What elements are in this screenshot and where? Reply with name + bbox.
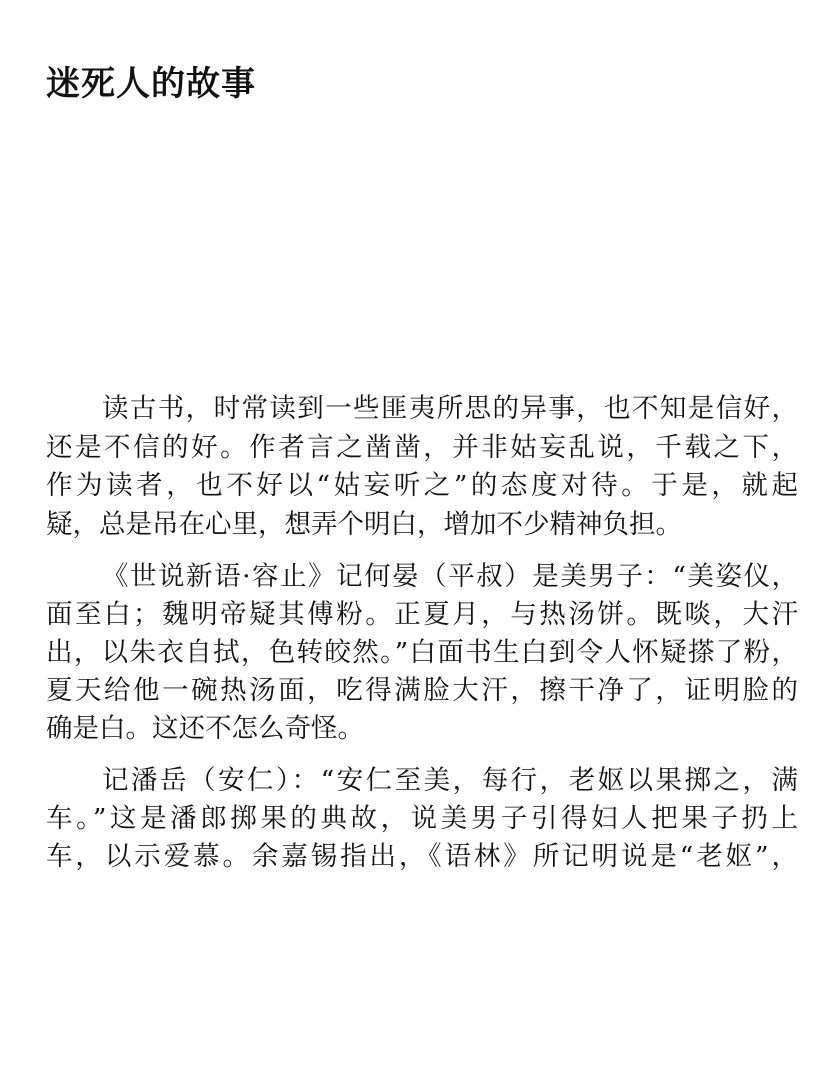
- text-line: 确是白。这还不怎么奇怪。: [46, 713, 364, 744]
- text-line: 读古书，时常读到一些匪夷所思的异事，也不知是信好，: [102, 393, 798, 424]
- text-line: 面至白；魏明帝疑其傅粉。正夏月，与热汤饼。既啖，大汗: [46, 599, 798, 630]
- text-line: 车，以示爱慕。余嘉锡指出，《语林》所记明说是“老妪”，: [46, 841, 798, 872]
- paragraph-2: [46, 558, 798, 748]
- text-line: 疑，总是吊在心里，想弄个明白，增加不少精神负担。: [46, 508, 682, 540]
- text-line: 记潘岳（安仁）：“安仁至美，每行，老妪以果掷之，满: [102, 765, 798, 796]
- text-line: 夏天给他一碗热汤面，吃得满脸大汗，擦干净了，证明脸的: [46, 675, 798, 706]
- text-line: 车。”这是潘郎掷果的典故，说美男子引得妇人把果子扔上: [46, 803, 798, 834]
- paragraph-3: [46, 762, 798, 876]
- text-line: 作为读者，也不好以“姑妄听之”的态度对待。于是，就起: [46, 470, 798, 501]
- text-line: 出，以朱衣自拭，色转皎然。”白面书生白到令人怀疑搽了粉，: [46, 637, 798, 668]
- page-title: 迷死人的故事: [46, 64, 256, 104]
- paragraph-1: [46, 390, 798, 544]
- text-line: 还是不信的好。作者言之凿凿，并非姑妄乱说，千载之下，: [46, 431, 798, 463]
- text-line: 《世说新语·容止》记何晏（平叔）是美男子：“美姿仪，: [102, 561, 798, 592]
- body-text: [46, 390, 798, 890]
